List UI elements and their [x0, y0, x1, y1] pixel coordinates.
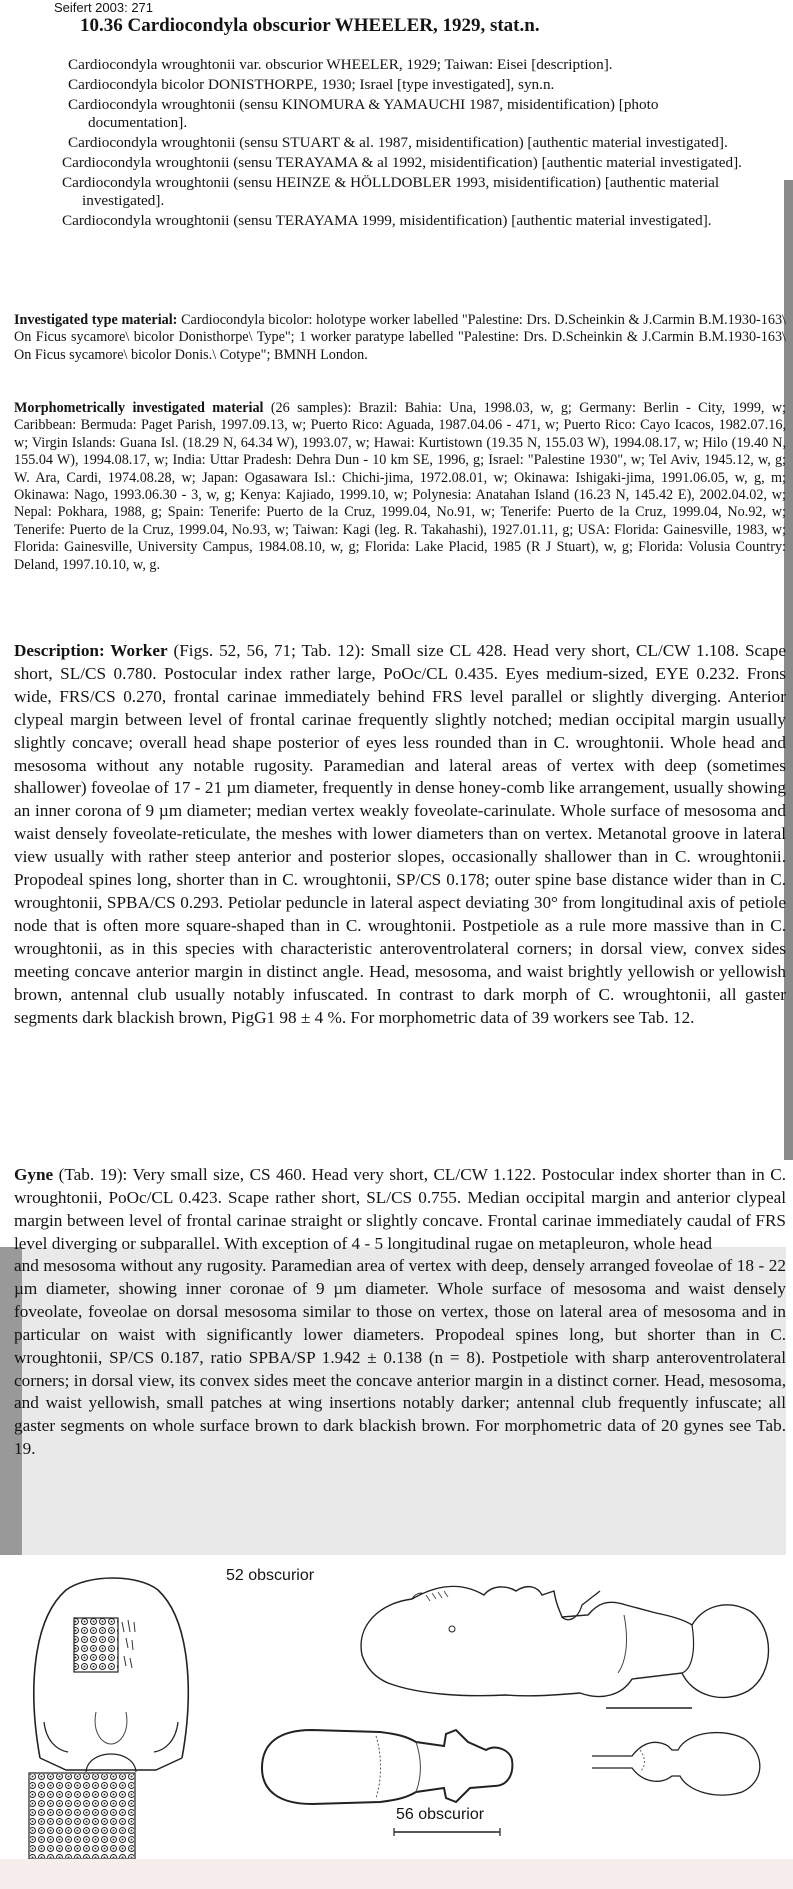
gyne-description-text-a: (Tab. 19): Very small size, CS 460. Head very short, CL/CW 1.122. Postocular index shorter than in C. wroughtonii, PoOc/CL 0.423. Scape rather short, SL/CS 0.755. Median occipital margin and anterior clypeal margin between level of frontal carinae straight or slightly concave. Frontal carinae immediately caudal of FRS level diverging or subparallel. With exception of 4 - 5 longitudinal rugae on metapleuron, whole head — [14, 1165, 786, 1253]
figure-52-caption: 52 obscurior — [226, 1567, 315, 1584]
synonym-entry: Cardiocondyla wroughtonii (sensu KINOMURA & YAMAUCHI 1987, misidentification) [photo documentation]. — [68, 96, 659, 131]
scale-bar-upper — [604, 1704, 694, 1712]
scale-bar-lower — [392, 1826, 502, 1838]
worker-description-paragraph — [14, 640, 786, 1029]
species-title — [80, 15, 540, 37]
synonym-list — [62, 56, 758, 232]
synonym-entry: Cardiocondyla wroughtonii (sensu TERAYAMA & al 1992, misidentification) [authentic material investigated]. — [62, 154, 742, 171]
source-citation: Seifert 2003: 271 — [54, 0, 154, 15]
synonym-entry: Cardiocondyla bicolor DONISTHORPE, 1930; Israel [type investigated], syn.n. — [68, 76, 555, 93]
gyne-description-continued — [14, 1255, 786, 1461]
gyne-description-paragraph — [14, 1164, 786, 1256]
figure-56-dorsal-waist-drawing — [588, 1726, 770, 1798]
scan-bottom-tint — [0, 1859, 793, 1889]
gyne-description-text-b: and mesosoma without any rugosity. Paramedian area of vertex with deep, densely arranged foveolae of 18 - 22 µm diameter, showing inner coronae of 9 µm diameter. Whole surface of mesosoma and waist densely foveolate, foveolae on dorsal mesosoma similar to those on vertex, those on lateral area of mesosoma and in particular on waist with significantly lower diameters. Propodeal spines long, but shorter than in C. wroughtonii, SP/CS 0.187, ratio SPBA/SP 1.942 ± 0.138 (n = 8). Postpetiole with sharp anteroventrolateral corners; in dorsal view, its convex sides meet the concave anterior margin in a distinct corner. Head, mesosoma, and waist yellowish, small patches at wing insertions notably darker; antennal club frequently infuscate; all gaster segments on whole surface brown to dark blackish brown. For morphometric data of 20 gynes see Tab. 19. — [14, 1256, 786, 1459]
species-title-text: 10.36 Cardiocondyla obscurior WHEELER, 1929, stat.n. — [80, 15, 540, 36]
synonym-entry: Cardiocondyla wroughtonii (sensu STUART & al. 1987, misidentification) [authentic material investigated]. — [68, 134, 728, 151]
worker-description-text: (Figs. 52, 56, 71; Tab. 12): Small size CL 428. Head very short, CL/CW 1.108. Scape short, SL/CS 0.780. Postocular index rather large, PoOc/CL 0.435. Eyes medium-sized, EYE 0.232. Frons wide, FRS/CS 0.270, frontal carinae immediately behind FRS level parallel or slightly diverging. Anterior clypeal margin between level of frontal carinae frequently slightly notched; median occipital margin usually slightly concave; overall head shape posterior of eyes less rounded than in C. wroughtonii. Whole head and mesosoma without any notable rugosity. Paramedian and lateral areas of vertex with deep (sometimes shallower) foveolae of 17 - 21 µm diameter, frequently in dense honey-comb like arrangement, usually showing an inner corona of 9 µm diameter; median vertex weakly foveolate-carinulate. Whole surface of mesosoma and waist densely foveolate-reticulate, the meshes with lower diameters than on vertex. Metanotal groove in lateral view usually with rather steep anterior and posterior slopes, occasionally shallower than in C. wroughtonii. Propodeal spines long, shorter than in C. wroughtonii, SP/CS 0.178; outer spine base distance wider than in C. wroughtonii, SPBA/CS 0.293. Petiolar peduncle in lateral aspect deviating 30° from longitudinal axis of petiole node that is often more square-shaped than in C. wroughtonii. Postpetiole as a rule more massive than in C. wroughtonii, as in this species with characteristic anteroventrolateral corners; in dorsal view, convex sides meeting concave anterior margin in distinct angle. Head, mesosoma, and waist brightly yellowish or yellowish brown, antennal club usually notably infuscated. In contrast to dark morph of C. wroughtonii, all gaster segments dark blackish brown, PigG1 98 ± 4 %. For morphometric data of 39 workers see Tab. 12. — [14, 641, 786, 1027]
morphometric-material-label: Morphometrically investigated material — [14, 400, 264, 416]
worker-description-label: Description: Worker — [14, 641, 168, 660]
figure-56-dorsal-mesosoma-drawing — [256, 1724, 524, 1810]
synonym-entry: Cardiocondyla wroughtonii (sensu HEINZE & HÖLLDOBLER 1993, misidentification) [authentic material investigated]. — [62, 174, 720, 209]
synonym-entry: Cardiocondyla wroughtonii (sensu TERAYAMA 1999, misidentification) [authentic material investigated]. — [62, 212, 712, 229]
type-material-paragraph — [14, 312, 786, 364]
synonym-entry: Cardiocondyla wroughtonii var. obscurior WHEELER, 1929; Taiwan: Eisei [description]. — [68, 56, 613, 73]
morphometric-material-text: (26 samples): Brazil: Bahia: Una, 1998.03, w, g; Germany: Berlin - City, 1999, w; Caribbean: Bermuda: Paget Parish, 1997.09.13, w; Puerto Rico: Aguada, 1987.04.06 - 471, w; Puerto Rico: Cayo Icacos, 1982.07.16, w; Virgin Islands: Guana Isl. (18.29 N, 64.34 W), 1993.07, w; Hawai: Kurtistown (19.35 N, 155.03 W), 1994.08.17, w; Hilo (19.40 N, 155.04 W), 1994.08.17, w; India: Uttar Pradesh: Dehra Dun - 10 km SE, 1996, g; Israel: "Palestine 1930", w; Tel Aviv, 1945.12, w, g; W. Ara, Cardi, 1974.08.28, w; Japan: Ogasawara Isl.: Chichi-jima, 1972.08.01, w; Okinawa: Ishigaki-jima, 1991.06.05, w, g, m; Okinawa: Nago, 1993.06.30 - 3, w, g; Kenya: Kajiado, 1999.10, w; Polynesia: Anatahan Island (16.23 N, 145.42 E), 2002.04.02, w; Nepal: Pokhara, 1988, g; Spain: Tenerife: Puerto de la Cruz, 1999.04, No.91, w; Tenerife: Puerto de la Cruz, 1999.04, No.92, w; Tenerife: Puerto de la Cruz, 1999.04, No.93, w; Taiwan: Kagi (leg. R. Takahashi), 1927.01.11, g; USA: Florida: Gainesville, 1983, w; Florida: Gainesville, University Campus, 1984.08.10, w, g; Florida: Lake Placid, 1985 (R J Stuart), w, g; Florida: Volusia Country: Deland, 1997.10.10, w, g. — [14, 400, 786, 573]
type-material-label: Investigated type material: — [14, 312, 178, 328]
figure-56-lateral-mesosoma-drawing — [356, 1555, 780, 1715]
morphometric-material-paragraph — [14, 400, 786, 574]
gyne-label: Gyne — [14, 1165, 54, 1184]
figure-52-head-dorsal-drawing — [26, 1572, 196, 1780]
figure-56-caption: 56 obscurior — [396, 1806, 485, 1823]
type-material-text: Cardiocondyla bicolor: holotype worker labelled "Palestine: Drs. D.Scheinkin & J.Carmin B.M.1930-163\ On Ficus sycamore\ bicolor Donisthorpe\ Type"; 1 worker paratype labelled "Palestine: Drs. D.Scheinkin & J.Carmin B.M.1930-163\ On Ficus sycamore\ bicolor Donis.\ Cotype"; BMNH London. — [14, 312, 786, 363]
figure-52-foveolae-detail — [28, 1772, 138, 1862]
